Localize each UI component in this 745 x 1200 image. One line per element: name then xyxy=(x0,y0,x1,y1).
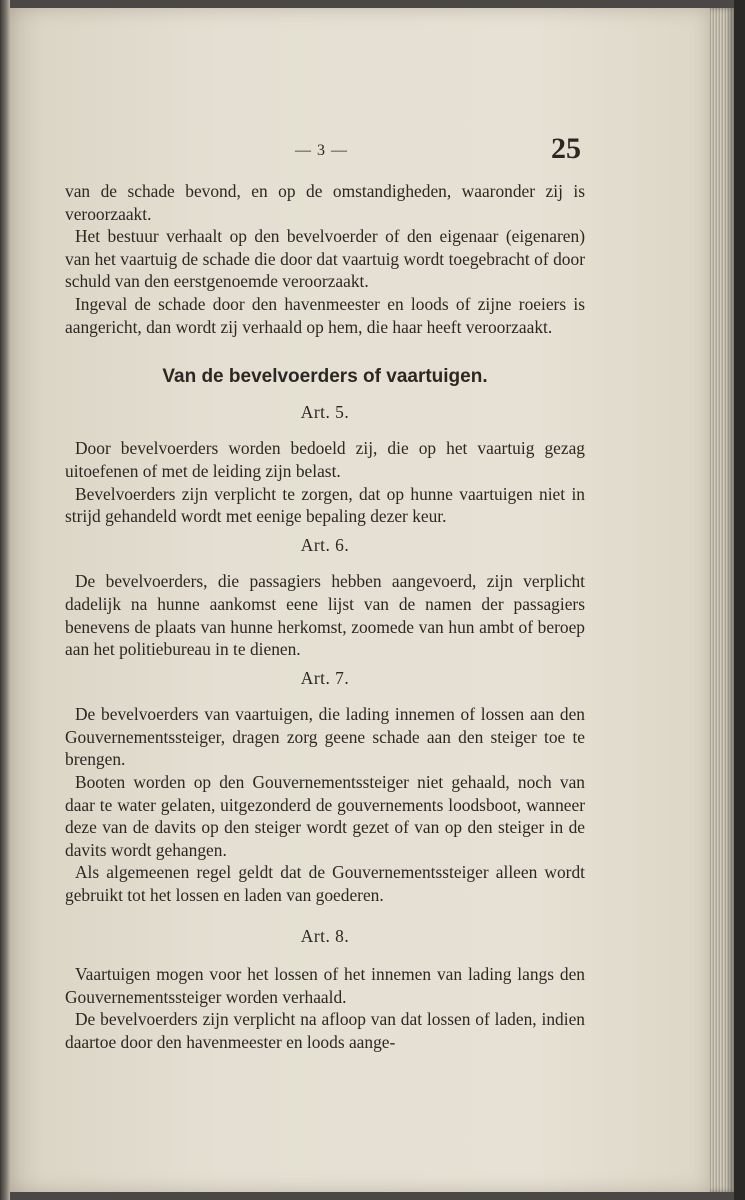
article-heading: Art. 8. xyxy=(300,925,350,946)
paragraph: Door bevelvoerders worden bedoeld zij, die op het vaartuig gezag uitoefenen of met de leiding zijn belast. xyxy=(65,438,585,481)
paragraph: Vaartuigen mogen voor het lossen of het innemen van lading langs den Gouvernementssteiger worden verhaald. xyxy=(65,964,585,1007)
page-number: 25 xyxy=(551,132,581,165)
book-gutter-edge xyxy=(0,0,10,1200)
paragraph: van de schade bevond, en op de omstandigheden, waaronder zij is veroorzaakt. xyxy=(65,181,585,224)
paragraph: De bevelvoerders zijn verplicht na afloop van dat lossen of laden, indien daartoe door den havenmeester en loods aange- xyxy=(65,1009,585,1052)
article-heading: Art. 5. xyxy=(300,401,350,422)
article-heading: Art. 7. xyxy=(300,667,350,688)
page-stack-edge xyxy=(710,8,734,1192)
paragraph: Als algemeenen regel geldt dat de Gouvernementssteiger alleen wordt gebruikt tot het lossen en laden van goederen. xyxy=(65,862,585,906)
signature-mark: — 3 — xyxy=(295,142,348,159)
paragraph: Ingeval de schade door den havenmeester en loods of zijne roeiers is aangericht, dan wordt zij verhaald op hem, die haar heeft veroorzaakt. xyxy=(65,293,585,337)
paragraph: Bevelvoerders zijn verplicht te zorgen, dat op hunne vaartuigen niet in strijd gehandeld wordt met eenige bepaling dezer keur. xyxy=(65,483,585,527)
paragraph: Het bestuur verhaalt op den bevelvoerder of den eigenaar (eigenaren) van het vaartuig de schade die door dat vaartuig wordt toegebracht of door schuld van den eerstgenoemde veroorzaakt. xyxy=(65,226,585,292)
page-header xyxy=(65,132,585,180)
article-heading: Art. 6. xyxy=(300,534,350,555)
page-text xyxy=(65,132,585,1054)
paragraph: Booten worden op den Gouvernementssteiger niet gehaald, noch van daar te water gelaten, uitgezonderd de gouvernements loodsboot, wanneer deze van de davits op den steiger wordt gezet of van op den steiger in de davits wordt gehangen. xyxy=(65,772,585,860)
paragraph: De bevelvoerders, die passagiers hebben aangevoerd, zijn verplicht dadelijk na hunne aankomst eene lijst van de namen der passagiers benevens de plaats van hunne herkomst, zoomede van hun ambt of beroep aan het politiebureau in te dienen. xyxy=(65,571,585,660)
scan-border xyxy=(734,0,745,1200)
section-heading: Van de bevelvoerders of vaartuigen. xyxy=(162,366,488,388)
paragraph: De bevelvoerders van vaartuigen, die lading innemen of lossen aan den Gouvernementssteiger, dragen zorg geene schade aan den steiger toe te brengen. xyxy=(65,704,585,770)
